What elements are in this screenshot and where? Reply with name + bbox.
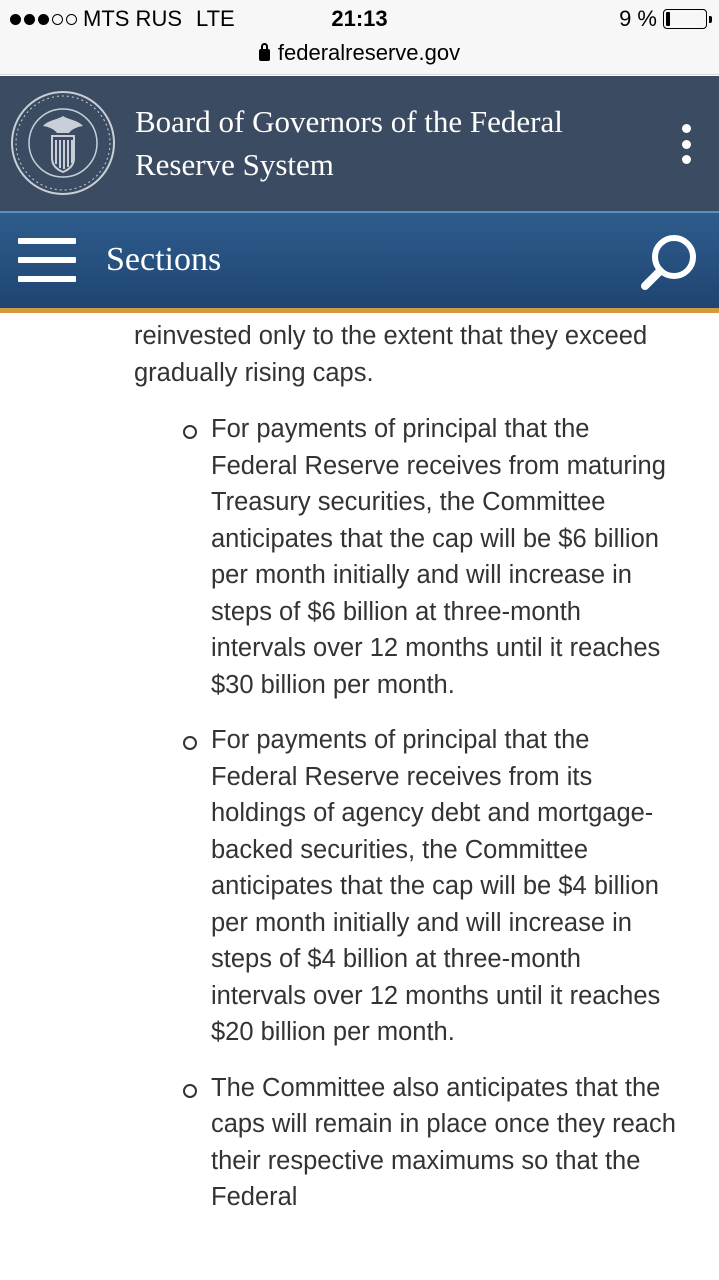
site-title[interactable]: Board of Governors of the Federal Reserve System — [135, 104, 563, 182]
battery-percent: 9 % — [619, 6, 657, 31]
sections-nav-bar — [0, 211, 719, 308]
hamburger-icon[interactable] — [18, 238, 76, 282]
lock-icon — [259, 49, 270, 61]
battery-status — [619, 6, 707, 32]
address-bar[interactable] — [0, 40, 719, 66]
status-bar — [0, 0, 719, 75]
list-item: The Committee also anticipates that the caps will remain in place once they reach their respective maximums so that the Federal — [211, 1070, 681, 1216]
clock: 21:13 — [331, 6, 388, 31]
list-item: For payments of principal that the Federal Reserve receives from maturing Treasury securities, the Committee anticipates that the cap will be $6 billion per month initially and will increase in steps of $6 billion at three-month intervals over 12 months until it reaches $30 billion per month. — [211, 411, 681, 703]
carrier-name: MTS RUS — [83, 6, 182, 31]
kebab-menu-icon[interactable] — [679, 124, 693, 164]
federal-reserve-seal-icon[interactable] — [10, 90, 116, 196]
site-header — [0, 76, 719, 211]
network-type: LTE — [196, 6, 235, 31]
article-body — [0, 313, 719, 1280]
bullet-list — [211, 411, 681, 1235]
battery-icon — [663, 9, 707, 29]
url-text: federalreserve.gov — [277, 40, 461, 65]
search-icon[interactable] — [639, 231, 701, 293]
paragraph-text: reinvested only to the extent that they exceed gradually rising caps. — [134, 322, 648, 387]
list-item: For payments of principal that the Federal Reserve receives from its holdings of agency debt and mortgage-backed securities, the Committee anticipates that the cap will be $4 billion per month initially and will increase in steps of $4 billion at three-month intervals over 12 months until it reaches $20 billion per month. — [211, 722, 681, 1051]
sections-button-label[interactable]: Sections — [106, 241, 222, 278]
